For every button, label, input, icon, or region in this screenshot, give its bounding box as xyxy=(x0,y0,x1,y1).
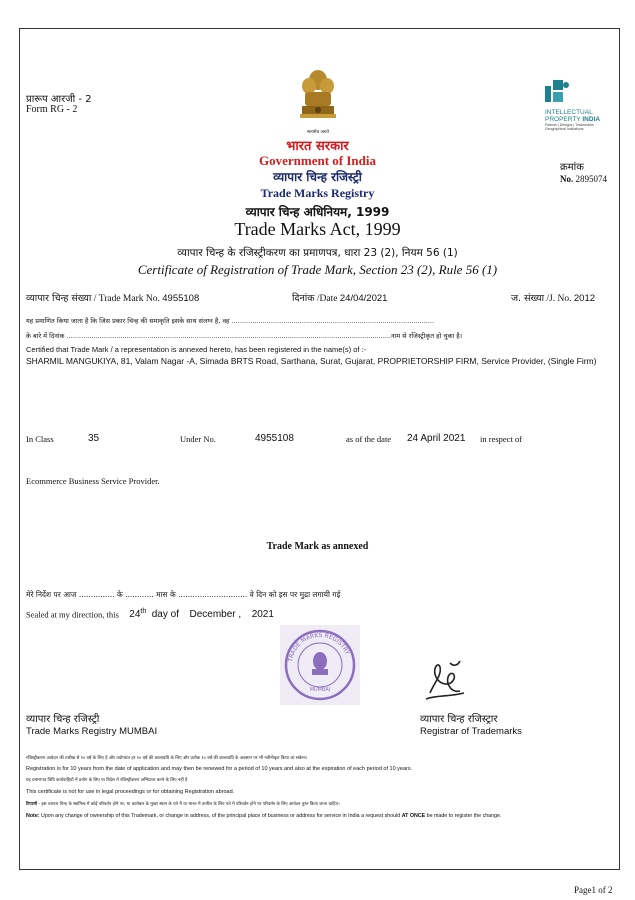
footer-note-tail: be made to register the change. xyxy=(425,813,502,819)
form-hindi: प्रारूप आरजी - 2 xyxy=(26,94,92,105)
footer-hindi-3 xyxy=(26,801,611,807)
cert-hindi: व्यापार चिन्ह के रजिस्ट्रीकरण का प्रमाणपत्र, धारा 23 (2), नियम 56 (1) xyxy=(177,247,458,259)
ip-logo-line4: Geographical Indications xyxy=(545,127,584,131)
sealed-day: 24 xyxy=(129,609,141,621)
proprietor-details: SHARMIL MANGUKIYA, 81, Valam Nagar -A, Simada BRTS Road, Sarthana, Surat, Gujarat, PROPRIETORSHIP FIRM, Service Provider, (Single Firm) xyxy=(26,356,597,366)
serial-hindi: क्रमांक xyxy=(560,162,584,173)
ip-logo-line3: Patents | Designs | Trademarks xyxy=(545,123,594,127)
respect-label: in respect of xyxy=(480,434,523,444)
footer-note-emph: AT ONCE xyxy=(401,813,426,819)
sealed-mid: day of xyxy=(151,609,179,621)
tm-no-label-hindi: व्यापार चिन्ह संख्या xyxy=(26,293,92,304)
certified-text: Certified that Trade Mark / a representation is annexed hereto, has been registered in the name(s) of :- xyxy=(26,345,367,354)
serial-label: No. xyxy=(560,174,576,184)
act-hindi: व्यापार चिन्ह अधिनियम, 1999 xyxy=(245,205,390,219)
under-label: Under No. xyxy=(180,434,216,444)
registrar-signature xyxy=(420,655,470,705)
trade-mark-annexed: Trade Mark as annexed xyxy=(266,541,369,552)
hindi-cert-line2: के बारे में दिनांक .............................................................................................................................................................नाम से रजिस्ट्रीकृत हो चुका है। xyxy=(26,332,463,340)
right-sig-english: Registrar of Trademarks xyxy=(420,726,522,737)
footer-hindi-3-text: - इस व्यापार चिन्ह के स्वामित्व में कोई परिवर्तन होने पर, या कारोबार के मुख्य स्थान के पते में या भारत में तामील के लिए पते में परिवर्तन होने पर परिवर्तन के लिए आवेदन तुरंत किया जाना चाहिए। xyxy=(37,802,340,807)
gov-hindi: भारत सरकार xyxy=(286,139,349,154)
registry-english: Trade Marks Registry xyxy=(260,186,375,200)
under-value: 4955108 xyxy=(255,433,294,444)
hindi-cert-line1: यह प्रमाणित किया जाता है कि जिस प्रकार चिन्ह की समाकृति इसके साथ संलग्न है, वह .................................................................................................. xyxy=(26,317,435,325)
trade-mark-number-row xyxy=(26,291,199,304)
registry-hindi: व्यापार चिन्ह रजिस्ट्री xyxy=(273,170,362,184)
date-value: 24/04/2021 xyxy=(339,293,388,304)
gov-english: Government of India xyxy=(259,153,376,168)
footer-hindi-1: रजिस्ट्रीकरण आवेदन की तारीख से १० वर्ष के लिए है और तदोपरांत हर १० वर्ष की कालावधि के लिए और प्रत्येक १० वर्ष की कालावधि के अवसान पर भी नवीनीकृत किया जा सकेगा। xyxy=(26,756,308,761)
journal-value: 2012 xyxy=(573,293,596,304)
ip-logo-line2b: INDIA xyxy=(582,116,601,123)
sealed-month: December , xyxy=(189,609,242,621)
footer-english-1: Registration is for 10 years from the date of application and may then be renewed for a period of 10 years and also at the expiration of each period of 10 years. xyxy=(26,766,413,772)
footer-note-label: Note: xyxy=(26,813,40,819)
footer-english-2: This certificate is not for use in legal proceedings or for obtaining Registration abroad. xyxy=(26,789,235,795)
goods-services: Ecommerce Business Service Provider. xyxy=(26,476,160,486)
page-number: Page1 of 2 xyxy=(574,885,613,895)
left-sig-hindi: व्यापार चिन्ह रजिस्ट्री xyxy=(26,714,100,725)
date-label-hindi: दिनांक xyxy=(292,293,315,304)
date-row xyxy=(292,291,387,304)
right-sig-hindi: व्यापार चिन्ह रजिस्ट्रार xyxy=(420,714,498,725)
tm-no-label: / Trade Mark No. xyxy=(91,294,163,304)
sealed-day-suffix: th xyxy=(140,608,147,615)
sealed-label: Sealed at my direction, this xyxy=(26,609,119,620)
emblem-motto: सत्यमेव जयते xyxy=(306,130,330,135)
sealed-row xyxy=(26,608,274,620)
left-sig-english: Trade Marks Registry MUMBAI xyxy=(26,726,158,737)
ip-india-logo-icon xyxy=(545,80,569,102)
act-english: Trade Marks Act, 1999 xyxy=(234,219,401,239)
stamp-city: MUMBAI xyxy=(309,687,331,693)
journal-row xyxy=(511,291,595,304)
footer-hindi-2: यह प्रमाणपत्र विधि कार्यवाहियों में प्रयोग के लिए या विदेश में रजिस्ट्रीकरण अभिप्राप्त करने के लिए नहीं है xyxy=(26,778,188,783)
ip-logo-line2a: PROPERTY xyxy=(545,116,583,123)
cert-english: Certificate of Registration of Trade Mark, Section 23 (2), Rule 56 (1) xyxy=(137,262,498,277)
footer-note-text: Upon any change of ownership of this Trademark, or change in address, of the principal place of business or address for service in India a request should xyxy=(39,813,402,819)
date-label: /Date xyxy=(314,294,340,304)
footer-note xyxy=(26,813,611,819)
sealed-year: 2021 xyxy=(251,609,274,621)
asof-value: 24 April 2021 xyxy=(407,433,466,444)
registry-seal-stamp xyxy=(280,625,360,705)
form-label: Form RG - 2 xyxy=(26,104,78,115)
stamp-text: TRADE MARKS REGISTRY xyxy=(287,631,351,663)
ip-logo-line1: INTELLECTUAL xyxy=(545,109,593,116)
tm-no-value: 4955108 xyxy=(162,293,200,304)
class-value: 35 xyxy=(88,433,100,444)
asof-label: as of the date xyxy=(346,434,392,444)
journal-label: /J. No. xyxy=(544,294,574,304)
serial-number: 2895074 xyxy=(575,174,607,184)
ip-india-logo xyxy=(545,80,625,131)
journal-label-hindi: ज. संख्या xyxy=(511,293,545,304)
seal-hindi: मेरे निर्देश पर आज ............... के ............ मास के ............................. वे दिन को इस पर मुद्रा लगायी गई xyxy=(26,590,341,599)
national-emblem-icon xyxy=(297,68,339,134)
footer-hindi-3-label: टिप्पणी xyxy=(26,802,38,807)
class-label: In Class xyxy=(26,434,54,444)
